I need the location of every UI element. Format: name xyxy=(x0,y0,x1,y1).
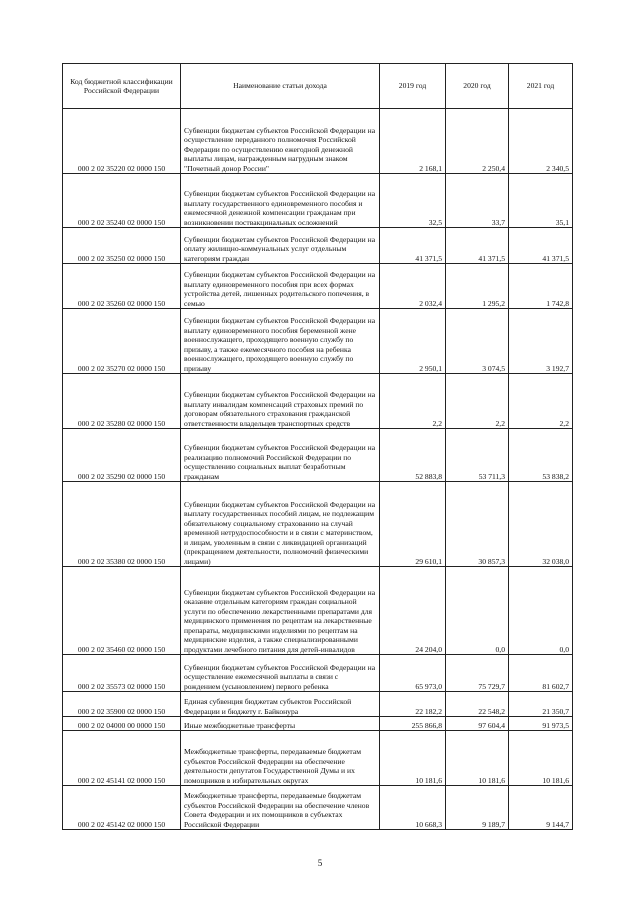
table-row xyxy=(63,374,573,429)
row-value-2019: 10 181,6 xyxy=(380,731,446,786)
row-name: Субвенции бюджетам субъектов Российской Федерации на осуществление переданного полномочия Российской Федерации по осуществлению ежегодной денежной выплаты лицам, награжденным нагрудным знаком "Почетный донор России" xyxy=(181,109,380,174)
table-row xyxy=(63,309,573,374)
row-value-2019: 29 610,1 xyxy=(380,482,446,567)
row-value-2021: 32 038,0 xyxy=(509,482,573,567)
row-value-2020: 2,2 xyxy=(446,374,509,429)
row-value-2019: 255 866,8 xyxy=(380,717,446,731)
row-code: 000 2 02 35260 02 0000 150 xyxy=(63,264,181,309)
table-row xyxy=(63,731,573,786)
row-value-2020: 22 548,2 xyxy=(446,692,509,717)
row-value-2019: 41 371,5 xyxy=(380,228,446,264)
row-value-2019: 2 032,4 xyxy=(380,264,446,309)
row-value-2020: 2 250,4 xyxy=(446,109,509,174)
table-row xyxy=(63,717,573,731)
row-value-2021: 35,1 xyxy=(509,174,573,228)
table-row xyxy=(63,786,573,830)
row-name: Субвенции бюджетам субъектов Российской Федерации на осуществление ежемесячной выплаты в связи с рождением (усыновлением) первого ребенка xyxy=(181,655,380,692)
row-value-2021: 21 350,7 xyxy=(509,692,573,717)
row-value-2021: 3 192,7 xyxy=(509,309,573,374)
page-number: 5 xyxy=(317,858,323,868)
table-row xyxy=(63,109,573,174)
row-name: Субвенции бюджетам субъектов Российской Федерации на выплату государственных пособий лицам, не подлежащим обязательному социальному страхованию на случай временной нетрудоспособности и в связи с материнством, и лицам, уволенным в связи с ликвидацией организаций (прекращением деятельности, полномочий физическими лицами) xyxy=(181,482,380,567)
header-code: Код бюджетной классификации Российской Федерации xyxy=(63,64,181,109)
row-name: Межбюджетные трансферты, передаваемые бюджетам субъектов Российской Федерации на обеспечение деятельности депутатов Государственной Думы и их помощников в избирательных округах xyxy=(181,731,380,786)
row-value-2019: 2,2 xyxy=(380,374,446,429)
row-value-2019: 52 883,8 xyxy=(380,429,446,482)
row-value-2021: 10 181,6 xyxy=(509,731,573,786)
row-name: Субвенции бюджетам субъектов Российской Федерации на выплату единовременного пособия беременной жене военнослужащего, проходящего военную службу по призыву, а также ежемесячного пособия на ребенка военнослужащего, проходящего военную службу по призыву xyxy=(181,309,380,374)
row-value-2020: 3 074,5 xyxy=(446,309,509,374)
row-name: Субвенции бюджетам субъектов Российской Федерации на оплату жилищно-коммунальных услуг отдельным категориям граждан xyxy=(181,228,380,264)
table-row xyxy=(63,482,573,567)
table-row xyxy=(63,429,573,482)
table-row xyxy=(63,692,573,717)
row-name: Единая субвенция бюджетам субъектов Российской Федерации и бюджету г. Байконура xyxy=(181,692,380,717)
row-value-2019: 22 182,2 xyxy=(380,692,446,717)
row-value-2021: 91 973,5 xyxy=(509,717,573,731)
table-row xyxy=(63,264,573,309)
row-value-2020: 30 857,3 xyxy=(446,482,509,567)
row-value-2021: 81 602,7 xyxy=(509,655,573,692)
row-value-2019: 10 668,3 xyxy=(380,786,446,830)
table-row xyxy=(63,567,573,655)
row-code: 000 2 02 35900 02 0000 150 xyxy=(63,692,181,717)
row-code: 000 2 02 35380 02 0000 150 xyxy=(63,482,181,567)
row-code: 000 2 02 35270 02 0000 150 xyxy=(63,309,181,374)
row-value-2021: 2 340,5 xyxy=(509,109,573,174)
row-name: Субвенции бюджетам субъектов Российской Федерации на реализацию полномочий Российской Федерации по осуществлению социальных выплат безработным гражданам xyxy=(181,429,380,482)
row-value-2020: 9 189,7 xyxy=(446,786,509,830)
row-value-2020: 1 295,2 xyxy=(446,264,509,309)
table-header-row xyxy=(63,64,573,109)
row-value-2021: 0,0 xyxy=(509,567,573,655)
row-value-2019: 65 973,0 xyxy=(380,655,446,692)
row-value-2020: 41 371,5 xyxy=(446,228,509,264)
row-value-2021: 9 144,7 xyxy=(509,786,573,830)
row-name: Иные межбюджетные трансферты xyxy=(181,717,380,731)
row-name: Субвенции бюджетам субъектов Российской Федерации на выплату единовременного пособия при всех формах устройства детей, лишенных родительского попечения, в семью xyxy=(181,264,380,309)
row-value-2020: 97 604,4 xyxy=(446,717,509,731)
table-row xyxy=(63,655,573,692)
row-value-2020: 75 729,7 xyxy=(446,655,509,692)
row-code: 000 2 02 04000 00 0000 150 xyxy=(63,717,181,731)
row-value-2021: 2,2 xyxy=(509,374,573,429)
row-name: Субвенции бюджетам субъектов Российской Федерации на выплату инвалидам компенсаций страховых премий по договорам обязательного страхования гражданской ответственности владельцев транспортных средств xyxy=(181,374,380,429)
row-value-2020: 10 181,6 xyxy=(446,731,509,786)
row-value-2021: 41 371,5 xyxy=(509,228,573,264)
row-value-2019: 32,5 xyxy=(380,174,446,228)
row-name: Межбюджетные трансферты, передаваемые бюджетам субъектов Российской Федерации на обеспечение членов Совета Федерации и их помощников в субъектах Российской Федерации xyxy=(181,786,380,830)
row-code: 000 2 02 35460 02 0000 150 xyxy=(63,567,181,655)
row-value-2019: 24 204,0 xyxy=(380,567,446,655)
header-name: Наименование статьи дохода xyxy=(181,64,380,109)
table-row xyxy=(63,228,573,264)
row-code: 000 2 02 35280 02 0000 150 xyxy=(63,374,181,429)
row-code: 000 2 02 45142 02 0000 150 xyxy=(63,786,181,830)
row-code: 000 2 02 45141 02 0000 150 xyxy=(63,731,181,786)
row-value-2020: 53 711,3 xyxy=(446,429,509,482)
header-2021: 2021 год xyxy=(509,64,573,109)
header-2019: 2019 год xyxy=(380,64,446,109)
row-code: 000 2 02 35573 02 0000 150 xyxy=(63,655,181,692)
row-value-2020: 0,0 xyxy=(446,567,509,655)
row-value-2019: 2 950,1 xyxy=(380,309,446,374)
row-value-2020: 33,7 xyxy=(446,174,509,228)
row-code: 000 2 02 35290 02 0000 150 xyxy=(63,429,181,482)
row-value-2021: 53 838,2 xyxy=(509,429,573,482)
row-value-2021: 1 742,8 xyxy=(509,264,573,309)
row-code: 000 2 02 35250 02 0000 150 xyxy=(63,228,181,264)
header-2020: 2020 год xyxy=(446,64,509,109)
row-name: Субвенции бюджетам субъектов Российской Федерации на выплату государственного единовременного пособия и ежемесячной денежной компенсации гражданам при возникновении поствакцинальных осложнений xyxy=(181,174,380,228)
budget-table xyxy=(62,63,573,830)
row-code: 000 2 02 35220 02 0000 150 xyxy=(63,109,181,174)
table-row xyxy=(63,174,573,228)
row-value-2019: 2 168,1 xyxy=(380,109,446,174)
row-name: Субвенции бюджетам субъектов Российской Федерации на оказание отдельным категориям граждан социальной услуги по обеспечению лекарственными препаратами для медицинского применения по рецептам на лекарственные препараты, медицинскими изделиями по рецептам на медицинские изделия, а также специализированными продуктами лечебного питания для детей-инвалидов xyxy=(181,567,380,655)
row-code: 000 2 02 35240 02 0000 150 xyxy=(63,174,181,228)
